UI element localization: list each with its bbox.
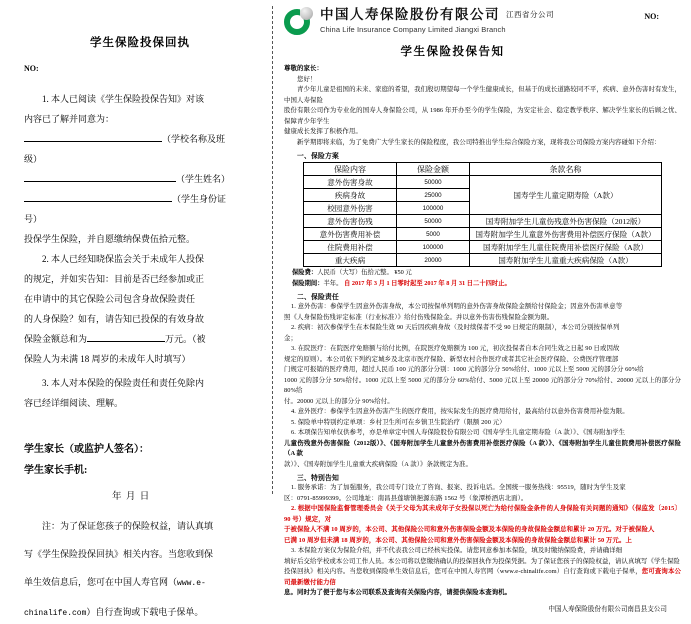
sec2-item3-line3: 门规定可报销的医疗费用，超过人民币 100 元的部分分别：1000 元的部分分 50%给付、1000 元以上至 5000 元的部分分 60%给 — [284, 366, 644, 373]
cell-content: 校园意外伤害 — [304, 202, 397, 215]
brand-name-cn: 中国人寿保险股份有限公司 — [320, 7, 500, 22]
receipt-item2-line3: 在申请中的其它保险公司包含身故保险责任 — [24, 294, 196, 304]
date-line[interactable]: 年 月 日 — [112, 492, 151, 502]
guardian-phone-label[interactable]: 学生家长手机: — [24, 465, 88, 476]
sec2-item3-line2: 规定的原则）。本公司依下列约定城乡及北京市医疗保险、新型农村合作医疗或者其它社会医疗保险、公费医疗管理部 — [284, 355, 619, 363]
sec3-item2-line3: 已满 10 周岁但未满 18 周岁的，本公司、其他保险公司和意外伤害保险金额及本保险的身故保险金额总和累计 50 万元。上 — [284, 536, 632, 544]
cell-amount: 50000 — [397, 215, 470, 228]
th-clause: 条款名称 — [470, 163, 662, 176]
sec3-item2-line1: 2. 根据中国保险监督管理委员会《关于父母为其未成年子女投保以死亡为给付保险金条件的人身保险有关问题的通知》（保监发〔2015〕90 号）规定，对 — [284, 505, 681, 523]
sec2-item2-line1: 2. 疾病：初次参保学生在本保险生效 90 天后因疾病身故（及时续保者不受 90 日规定的限制），本公司分别按保单列 — [291, 324, 620, 331]
sec3-item1-line2: 区：0791-85999399。公司地址：南昌县莲塘镇挹源东路 1562 号（象潭桥酒店北面）。 — [284, 494, 528, 502]
brand-header — [284, 6, 681, 37]
table-header-row — [304, 163, 662, 176]
receipt-item2-line1: 2. 本人已经知晓保监会关于未成年人投保 — [42, 254, 205, 264]
sec3-item3-line4: 息。同时为了便于您与本公司联系及查询有关保险内容，请提供保险本查询机。 — [284, 589, 512, 596]
table-row — [304, 241, 662, 254]
term-label: 保险期间： — [292, 280, 324, 287]
section-3-heading: 三、特别告知 — [297, 475, 339, 482]
table-row — [304, 215, 662, 228]
cell-amount: 100000 — [397, 241, 470, 254]
footer-company-name: 中国人寿保险股份有限公司南昌县支公司 — [548, 605, 667, 613]
receipt-item2-line2: 的规定，并如实告知：目前是否已经参加或正 — [24, 274, 205, 284]
receipt-item2-line6: 保险人为未满 18 周岁的未成年人时填写） — [24, 354, 191, 364]
receipt-item2-amount-label: 保险金额总和为 — [24, 334, 88, 344]
th-amount: 保险金额 — [397, 163, 470, 176]
sec2-item2-line2: 金； — [284, 334, 297, 342]
notice-title: 学生保险投保告知 — [400, 46, 505, 58]
premium-value: 人民币（大写）伍拾元整。 ¥50 元 — [317, 269, 412, 276]
sec3-item3-line3-text: 投保回执》相关内容。当您收到保险单生效信息后，您可在中国人寿官网（www.e-chinalife.com）自行查询或下载电子保单， — [284, 568, 642, 575]
sec2-item1-line2: 照《人身保险伤残评定标准（行业标准）》给付伤残保险金。并以意外伤害伤残保险金额为限。 — [284, 313, 554, 321]
student-id-blank[interactable] — [24, 190, 172, 202]
brand-name-en: China Life Insurance Company Limited Jiangxi Branch — [320, 25, 506, 34]
cell-amount: 50000 — [397, 176, 470, 189]
intro-line3: 健康成长发挥了积极作用。 — [284, 128, 362, 135]
intro-line1: 青少年儿童是祖国的未来、家庭的希望，我们殷切期望每一个学生健康成长，但基于的成长道路较同不平，疾病、意外伤害时有发生，中国人寿保险 — [284, 86, 681, 104]
receipt-note-line3-text: 单生效信息后，您可在中国人寿官网（ — [24, 577, 178, 587]
brand-text-block — [320, 6, 681, 34]
premium-label: 保险费： — [292, 269, 318, 276]
receipt-column — [0, 0, 272, 618]
section-2-heading: 二、保险责任 — [297, 294, 339, 301]
receipt-note-line4-text: ）自行查询或下载电子保单。 — [86, 607, 204, 617]
sec2-item4: 4. 意外医疗：参保学生因意外伤害产生的医疗费用，按实际发生的医疗费用给付，最高给付以意外伤害费用补偿为限。 — [291, 408, 629, 415]
receipt-student-name-row — [24, 169, 256, 189]
cell-amount: 5000 — [397, 228, 470, 241]
receipt-item1-line3: 投保学生保险，并自愿缴纳保费伍拾元整。 — [24, 234, 196, 244]
cell-amount: 100000 — [397, 202, 470, 215]
notice-column — [272, 0, 691, 613]
cell-clause: 国寿附加学生儿童意外伤害费用补偿医疗保险（A款） — [470, 228, 662, 241]
premium-row — [292, 268, 681, 278]
cell-clause: 国寿学生儿童定期寿险（A款） — [470, 176, 662, 215]
student-name-blank[interactable] — [24, 170, 176, 182]
receipt-no-label: NO: — [24, 64, 39, 73]
sec2-item3-line1: 3. 在院医疗：在院医疗免赔额与给付比例，在院医疗免赔额为 100 元，初次投保者自本合同生效之日起 90 日或因故 — [291, 345, 620, 352]
sec2-item6-line3: 款）》、《国寿附加学生儿童重大疾病保险（A 款）》条款规定为准。 — [284, 460, 472, 468]
brand-branch-cn: 江西省分公司 — [506, 10, 554, 19]
receipt-item2-line4: 的人身保险？如有，请告知已投保的有效身故 — [24, 314, 205, 324]
cell-clause: 国寿附加学生儿童住院费用补偿医疗保险（A款） — [470, 241, 662, 254]
term-row — [292, 279, 681, 289]
china-life-logo-icon — [284, 7, 314, 37]
cell-content: 疾病身故 — [304, 189, 397, 202]
receipt-school-field-row2: 级） — [24, 154, 43, 164]
greeting: 您好！ — [297, 75, 317, 83]
receipt-item1-line1: 1. 本人已阅读《学生保险投保告知》对该 — [42, 94, 205, 104]
receipt-item3-line2: 容已经详细阅读、理解。 — [24, 398, 124, 408]
insured-amount-blank[interactable] — [87, 330, 165, 342]
cell-amount: 25000 — [397, 189, 470, 202]
sec2-item6-line2: 儿童伤残意外伤害保险（2012版）》、《国寿附加学生儿童意外伤害费用补偿医疗保险（A 款）》、《国寿附加学生儿童住院费用补偿医疗保险（A 款 — [284, 439, 681, 457]
notice-no-label: NO: — [644, 12, 659, 21]
chinalife-url-part1[interactable]: www.e- — [177, 579, 206, 588]
sec2-item3-line4: 1000 元的部分分 50%给付。1000 元以上至 5000 元的部分分 60%给付、5000 元以上至 20000 元的部分分 70%给付、20000 元以上的部分分 80%给 — [284, 376, 681, 394]
term-prefix: 半年。 — [323, 280, 343, 287]
cell-clause: 国寿附加学生儿童伤残意外伤害保险（2012版） — [470, 215, 662, 228]
student-id-label: （学生身份证 — [172, 194, 227, 204]
guardian-signature-label[interactable]: 学生家长（或监护人签名）： — [24, 444, 149, 455]
receipt-school-field-row — [24, 129, 256, 149]
school-field-label: （学校名称及班 — [162, 134, 226, 144]
sec3-item3-line3-red: 您可查询本公司最新缴付能力信 — [284, 568, 681, 586]
table-row — [304, 228, 662, 241]
sec3-item2-line2: 于被保险人不满 10 周岁的，本公司、其他保险公司和意外伤害保险金额及本保险的身故保险金额总和累计 20 万元。对于被保险人 — [284, 526, 655, 533]
receipt-note-line3 — [24, 572, 256, 594]
logo-sphere-shape — [300, 7, 313, 20]
term-date-range: 自 2017 年 3 月 1 日零时起至 2017 年 8 月 31 日二十四时止。 — [343, 280, 511, 287]
insurance-plan-table — [303, 162, 662, 267]
sec2-item6-line1: 6. 本项保告知单仅供参考，亦是单章定中国人寿保险股份有限公司《国寿学生儿童定期寿险（A 款）》、《国寿附加学生 — [291, 429, 626, 436]
table-row — [304, 254, 662, 267]
chinalife-url-part2[interactable]: chinalife.com — [24, 609, 87, 618]
intro-line2: 股份有限公司作为专业化的国寿人身保险公司，从 1986 年开办至今的学生保险，为安定社会、稳定教学秩序、解决学生家长的后顾之忧、保障青少年学生 — [284, 107, 681, 125]
cell-content: 意外伤害费用补偿 — [304, 228, 397, 241]
student-name-label: （学生姓名） — [176, 174, 231, 184]
sec2-item3-line5: 付。20000 元以上的部分分 90%给付。 — [284, 397, 394, 405]
receipt-item3-line1: 3. 本人对本保险的保险责任和责任免除内 — [42, 378, 205, 388]
salutation: 尊敬的家长： — [284, 65, 323, 72]
sec3-item3-line1: 3. 本保险方案仅为保险介绍，并不代表我公司已经核实投保。请您同意参加本保险，填及时缴纳保险费，并请确详细 — [291, 547, 623, 554]
school-name-blank[interactable] — [24, 130, 162, 142]
cell-clause: 国寿附加学生儿童重大疾病保险（A款） — [470, 254, 662, 267]
receipt-item2-line5 — [24, 329, 256, 349]
sec3-item3-line3 — [284, 567, 681, 588]
receipt-note-line2: 写《学生保险投保回执》相关内容。当您收到保 — [24, 549, 214, 559]
intro-line4: 新学期即将来临，为了免费广大学生家长的保险程度，我公司特推出学生综合保险方案，现将我公司保险方案内容碰如下介绍： — [297, 138, 661, 146]
receipt-student-id-row — [24, 189, 256, 209]
cell-content: 意外伤害伤残 — [304, 215, 397, 228]
receipt-student-id-row2: 号） — [24, 214, 43, 224]
signature-block — [24, 439, 256, 508]
sec3-item3-line2: 填好后交给学校或本公司工作人员。本公司将以您缴纳确认的投保回执作为投保凭据。为了保证您孩子的保险权益，请认真填写《学生保险 — [284, 557, 680, 565]
section-1-heading: 一、保险方案 — [297, 153, 339, 160]
receipt-note-line4 — [24, 602, 256, 624]
sec2-item5: 5. 保险单中特别约定单项：乡村卫生所可在乡镇卫生院治疗（限额 200 元） — [291, 418, 506, 426]
receipt-item2-amount-unit: 万元。（被 — [165, 334, 206, 344]
receipt-title: 学生保险投保回执 — [90, 37, 190, 49]
cell-content: 重大疾病 — [304, 254, 397, 267]
cell-amount: 20000 — [397, 254, 470, 267]
cell-content: 意外伤害身故 — [304, 176, 397, 189]
sec3-item1-line1: 1. 服务承诺：为了加强服务，我公司专门设立了咨询、报案、投诉电话。全国统一服务热线：95519，随时为学生及家 — [291, 484, 626, 491]
th-content: 保险内容 — [304, 163, 397, 176]
sec2-item1-line1: 1. 意外伤害：参保学生因意外伤害身故，本公司按保单列明的意外伤害身故保险金额给付保险金；因意外伤害单意等 — [291, 303, 623, 310]
receipt-item1-line2: 内容已了解并同意为： — [24, 114, 115, 124]
receipt-note-line1: 注：为了保证您孩子的保险权益，请认真填 — [42, 521, 214, 531]
cell-content: 住院费用补偿 — [304, 241, 397, 254]
table-row — [304, 176, 662, 189]
